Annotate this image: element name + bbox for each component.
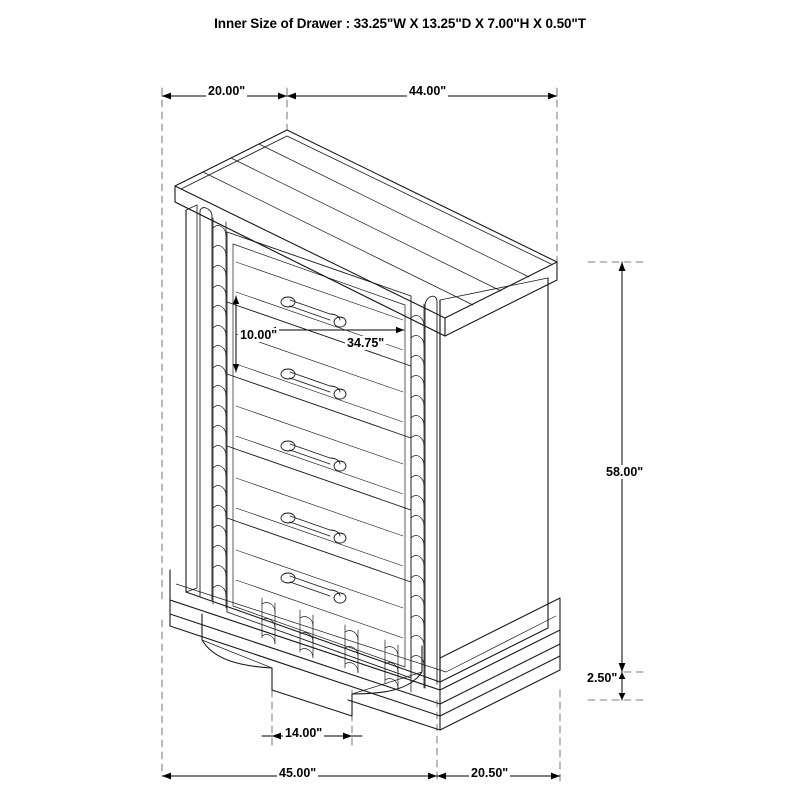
dimension-label-top-depth: 20.00"	[208, 84, 246, 98]
dimension-label-top-width: 44.00"	[409, 84, 447, 98]
dimension-label-foot-width: 14.00"	[285, 726, 323, 740]
dimension-label-base-width: 45.00"	[279, 766, 317, 780]
page-title: Inner Size of Drawer : 33.25"W X 13.25"D X 7.00"H X 0.50"T	[214, 16, 586, 31]
dimension-label-base-depth: 20.50"	[471, 766, 509, 780]
dimension-label-base-height: 2.50"	[587, 671, 618, 685]
dimension-label-overall-height: 58.00"	[606, 465, 644, 479]
dimension-label-drawer-height: 10.00"	[240, 328, 278, 342]
dimension-label-drawer-width: 34.75"	[347, 336, 385, 350]
